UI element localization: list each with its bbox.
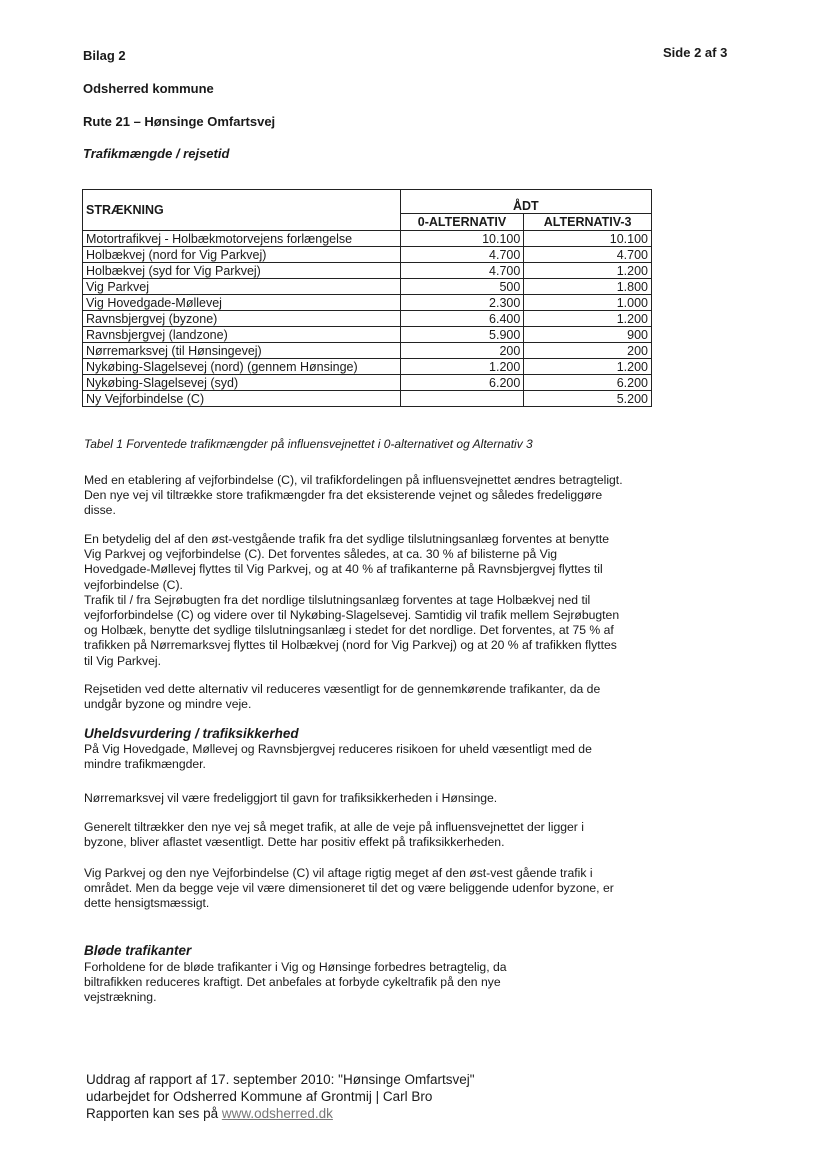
table-row bbox=[83, 279, 652, 295]
cell-alt3: 10.100 bbox=[524, 231, 652, 247]
table-row bbox=[83, 263, 652, 279]
cell-strækning: Ravnsbjergvej (landzone) bbox=[83, 327, 401, 343]
cell-alt0 bbox=[400, 391, 524, 407]
cell-alt0: 10.100 bbox=[400, 231, 524, 247]
paragraph-safety-4: Vig Parkvej og den nye Vejforbindelse (C) vil aftage rigtig meget af den øst-vest gående trafik i området. Men da begge veje vil være dimensioneret til det og være beliggende udenfor byzone, er dette hensigtsmæssigt. bbox=[84, 866, 614, 911]
footer-link-prefix: Rapporten kan ses på bbox=[86, 1106, 222, 1121]
column-header-strækning: STRÆKNING bbox=[83, 190, 401, 231]
cell-alt3: 1.200 bbox=[524, 311, 652, 327]
table-row bbox=[83, 375, 652, 391]
paragraph-travel-time: Rejsetiden ved dette alternativ vil reduceres væsentligt for de gennemkørende trafikanter, da de undgår byzone og mindre veje. bbox=[84, 682, 601, 712]
table-row bbox=[83, 359, 652, 375]
footer-line-3 bbox=[86, 1105, 333, 1122]
paragraph-safety-3: Generelt tiltrækker den nye vej så meget trafik, at alle de veje på influensvejnettet der ligger i byzone, bliver aflastet væsentligt. Dette har positiv effekt på trafiksikkerheden. bbox=[84, 820, 584, 850]
cell-strækning: Vig Parkvej bbox=[83, 279, 401, 295]
cell-alt0: 6.400 bbox=[400, 311, 524, 327]
paragraph-intro: Med en etablering af vejforbindelse (C), vil trafikfordelingen på influensvejnettet ændres betragteligt. Den nye vej vil tiltrække store trafikmængder fra det eksisterende vejnet og således fredeliggøre disse. bbox=[84, 473, 623, 518]
cell-alt3: 1.000 bbox=[524, 295, 652, 311]
attachment-label: Bilag 2 bbox=[83, 48, 126, 63]
table-row bbox=[83, 295, 652, 311]
paragraph-traffic-shift-a: En betydelig del af den øst-vestgående trafik fra det sydlige tilslutningsanlæg forventes at benytte Vig Parkvej og vejforbindelse (C). Det forventes således, at ca. 30 % af bilisterne på Vig Hovedgade-Møllevej flyttes til Vig Parkvej, og at 40 % af trafikanterne på Ravnsbjergvej flyttes til vejforbindelse (C). bbox=[84, 532, 610, 592]
footer-line-1: Uddrag af rapport af 17. september 2010: "Hønsinge Omfartsvej" bbox=[86, 1072, 475, 1087]
column-header-alt3: ALTERNATIV-3 bbox=[524, 213, 652, 230]
cell-alt3: 1.800 bbox=[524, 279, 652, 295]
cell-strækning: Vig Hovedgade-Møllevej bbox=[83, 295, 401, 311]
table-row bbox=[83, 231, 652, 247]
traffic-table bbox=[82, 189, 652, 407]
cell-alt0: 500 bbox=[400, 279, 524, 295]
municipality-heading: Odsherred kommune bbox=[83, 81, 214, 96]
cell-strækning: Motortrafikvej - Holbækmotorvejens forlængelse bbox=[83, 231, 401, 247]
section-heading-safety: Uheldsvurdering / trafiksikkerhed bbox=[84, 726, 299, 741]
column-header-alt0: 0-ALTERNATIV bbox=[400, 213, 524, 230]
table-body bbox=[83, 231, 652, 407]
paragraph-traffic-shift bbox=[84, 532, 624, 669]
table-row bbox=[83, 247, 652, 263]
cell-strækning: Ny Vejforbindelse (C) bbox=[83, 391, 401, 407]
route-heading: Rute 21 – Hønsinge Omfartsvej bbox=[83, 114, 276, 129]
cell-strækning: Holbækvej (syd for Vig Parkvej) bbox=[83, 263, 401, 279]
paragraph-safety-2: Nørremarksvej vil være fredeliggjort til gavn for trafiksikkerheden i Hønsinge. bbox=[84, 791, 498, 805]
odsherred-link[interactable]: www.odsherred.dk bbox=[221, 1106, 333, 1121]
cell-alt0: 4.700 bbox=[400, 247, 524, 263]
cell-strækning: Ravnsbjergvej (byzone) bbox=[83, 311, 401, 327]
paragraph-safety-1: På Vig Hovedgade, Møllevej og Ravnsbjergvej reduceres risikoen for uheld væsentligt med de mindre trafikmængder. bbox=[84, 742, 592, 772]
cell-alt3: 5.200 bbox=[524, 391, 652, 407]
table-caption: Tabel 1 Forventede trafikmængder på influensvejnettet i 0-alternativet og Alternativ 3 bbox=[84, 437, 533, 451]
table-row bbox=[83, 311, 652, 327]
table-row bbox=[83, 343, 652, 359]
cell-alt0: 200 bbox=[400, 343, 524, 359]
footer-line-2: udarbejdet for Odsherred Kommune af Grontmij | Carl Bro bbox=[86, 1089, 433, 1104]
cell-strækning: Nørremarksvej (til Hønsingevej) bbox=[83, 343, 401, 359]
table-row bbox=[83, 391, 652, 407]
paragraph-soft-users: Forholdene for de bløde trafikanter i Vig og Hønsinge forbedres betragtelig, da biltrafikken reduceres kraftigt. Det anbefales at forbyde cykeltrafik på den nye vejstrækning. bbox=[84, 960, 507, 1005]
cell-alt0: 5.900 bbox=[400, 327, 524, 343]
cell-alt3: 4.700 bbox=[524, 247, 652, 263]
page-number: Side 2 af 3 bbox=[663, 45, 728, 60]
cell-alt0: 6.200 bbox=[400, 375, 524, 391]
cell-alt3: 6.200 bbox=[524, 375, 652, 391]
cell-alt3: 200 bbox=[524, 343, 652, 359]
section-heading-soft-users: Bløde trafikanter bbox=[84, 943, 192, 958]
cell-alt3: 1.200 bbox=[524, 359, 652, 375]
cell-strækning: Holbækvej (nord for Vig Parkvej) bbox=[83, 247, 401, 263]
column-header-adt: ÅDT bbox=[400, 190, 651, 214]
cell-strækning: Nykøbing-Slagelsevej (syd) bbox=[83, 375, 401, 391]
cell-alt3: 900 bbox=[524, 327, 652, 343]
cell-alt0: 2.300 bbox=[400, 295, 524, 311]
cell-alt3: 1.200 bbox=[524, 263, 652, 279]
cell-alt0: 1.200 bbox=[400, 359, 524, 375]
section-subtitle: Trafikmængde / rejsetid bbox=[83, 146, 230, 161]
paragraph-traffic-shift-b: Trafik til / fra Sejrøbugten fra det nordlige tilslutningsanlæg forventes at tage Holbækvej ned til vejforforbindelse (C) og videre over til Nykøbing-Slagelsevej. Samtidig vil trafik mellem Sejrøbugten og Holbæk, benytte det sydlige tilslutningsanlæg i stedet for det nordlige. Det forventes, at 75 % af trafikken på Nørremarksvej flyttes til Holbækvej (nord for Vig Parkvej) og at 20 % af trafikken flyttes til Vig Parkvej. bbox=[84, 592, 620, 668]
table-row bbox=[83, 327, 652, 343]
cell-strækning: Nykøbing-Slagelsevej (nord) (gennem Hønsinge) bbox=[83, 359, 401, 375]
cell-alt0: 4.700 bbox=[400, 263, 524, 279]
